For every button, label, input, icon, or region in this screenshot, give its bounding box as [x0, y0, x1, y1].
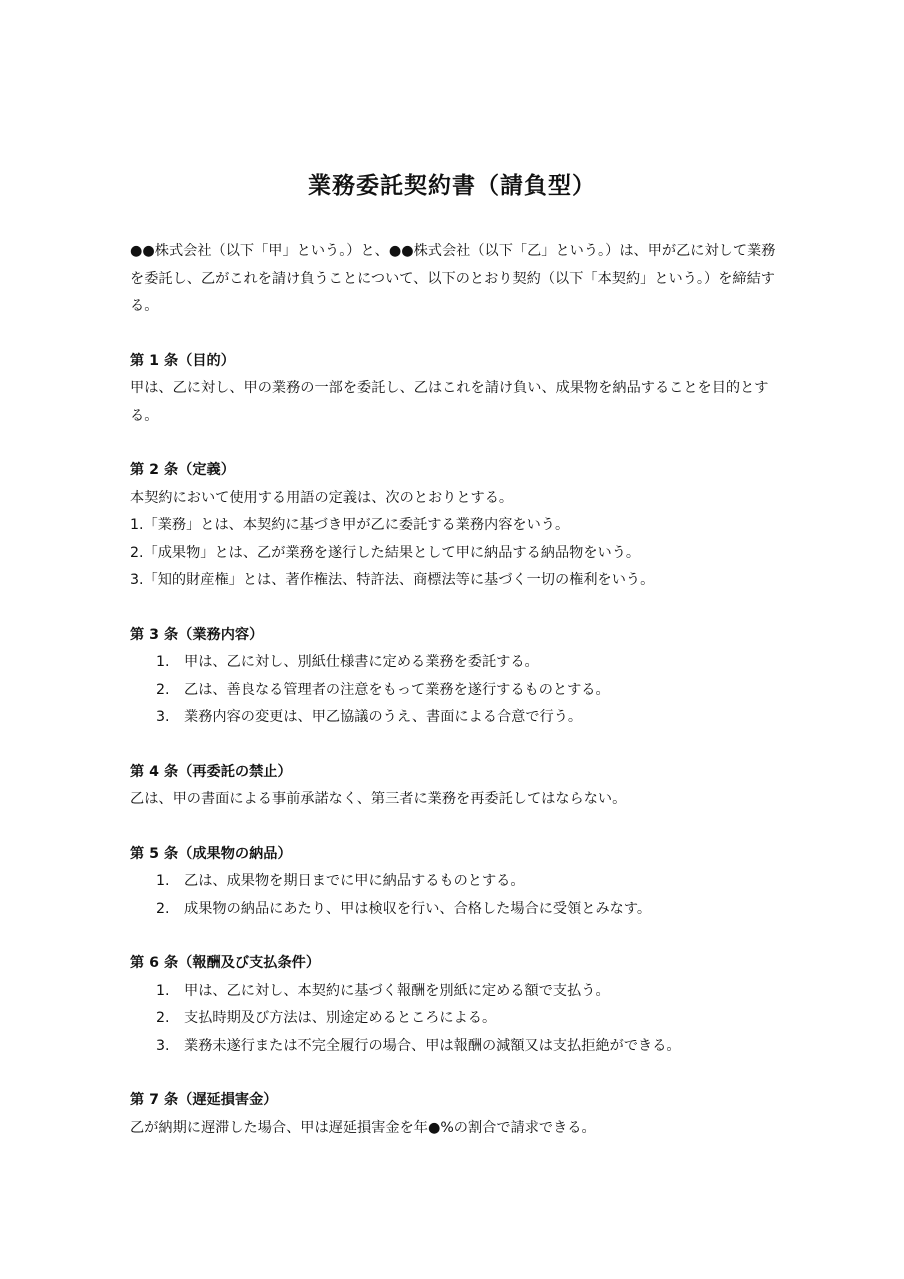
article-6: [130, 950, 780, 1060]
article-7: [130, 1087, 780, 1142]
article-4: [130, 759, 780, 814]
article-2-definition: 3.「知的財産権」とは、著作権法、特許法、商標法等に基づく一切の権利をいう。: [130, 572, 655, 588]
article-2-intro: 本契約において使用する用語の定義は、次のとおりとする。: [130, 489, 514, 506]
article-1: [130, 348, 780, 431]
article-5-list: [130, 868, 780, 923]
list-text: 甲は、乙に対し、本契約に基づく報酬を別紙に定める額で支払う。: [184, 982, 610, 999]
list-number: 1.: [156, 873, 170, 889]
article-5-heading: 第 5 条（成果物の納品）: [130, 845, 292, 862]
article-2-heading: 第 2 条（定義）: [130, 462, 235, 478]
article-2-definition: 2.「成果物」とは、乙が業務を遂行した結果として甲に納品する納品物をいう。: [130, 544, 641, 561]
list-text: 支払時期及び方法は、別途定めるところによる。: [184, 1010, 497, 1026]
list-text: 業務未遂行または不完全履行の場合、甲は報酬の減額又は支払拒絶ができる。: [184, 1037, 681, 1054]
document-body: [130, 238, 780, 1142]
article-2: [130, 457, 780, 595]
list-text: 業務内容の変更は、甲乙協議のうえ、書面による合意で行う。: [184, 709, 583, 725]
article-5: [130, 841, 780, 924]
article-7-heading: 第 7 条（遅延損害金）: [130, 1092, 278, 1108]
document-title: 業務委託契約書（請負型）: [308, 173, 596, 199]
list-text: 乙は、成果物を期日までに甲に納品するものとする。: [184, 873, 525, 889]
list-item: [130, 1033, 780, 1061]
list-text: 成果物の納品にあたり、甲は検収を行い、合格した場合に受領とみなす。: [184, 900, 652, 917]
list-item: [130, 649, 780, 677]
article-3: [130, 622, 780, 732]
article-1-heading: 第 1 条（目的）: [130, 352, 235, 369]
list-item: [130, 677, 780, 705]
preamble: ●●株式会社（以下「甲」という。）と、●●株式会社（以下「乙」という。）は、甲が乙に対して業務を委託し、乙がこれを請け負うことについて、以下のとおり契約（以下「本契約」という。）を締結する。: [130, 243, 776, 314]
article-3-list: [130, 649, 780, 732]
article-1-text: 甲は、乙に対し、甲の業務の一部を委託し、乙はこれを請け負い、成果物を納品することを目的とする。: [130, 380, 769, 424]
list-number: 1.: [156, 982, 170, 999]
article-4-heading: 第 4 条（再委託の禁止）: [130, 763, 292, 780]
article-3-heading: 第 3 条（業務内容）: [130, 626, 264, 643]
list-number: 2.: [156, 900, 170, 917]
article-6-heading: 第 6 条（報酬及び支払条件）: [130, 955, 321, 971]
list-number: 2.: [156, 681, 170, 698]
article-2-definition: 1.「業務」とは、本契約に基づき甲が乙に委託する業務内容をいう。: [130, 517, 570, 533]
article-7-text: 乙が納期に遅滞した場合、甲は遅延損害金を年●%の割合で請求できる。: [130, 1119, 596, 1136]
list-item: [130, 978, 780, 1006]
article-6-list: [130, 978, 780, 1061]
list-number: 1.: [156, 654, 170, 670]
list-item: [130, 896, 780, 924]
list-item: [130, 1005, 780, 1033]
list-number: 3.: [156, 709, 170, 725]
list-number: 3.: [156, 1037, 170, 1054]
list-item: [130, 868, 780, 896]
list-text: 乙は、善良なる管理者の注意をもって業務を遂行するものとする。: [184, 681, 610, 698]
article-4-text: 乙は、甲の書面による事前承諾なく、第三者に業務を再委託してはならない。: [130, 791, 627, 807]
list-number: 2.: [156, 1010, 170, 1026]
list-text: 甲は、乙に対し、別紙仕様書に定める業務を委託する。: [184, 654, 539, 670]
list-item: [130, 704, 780, 732]
